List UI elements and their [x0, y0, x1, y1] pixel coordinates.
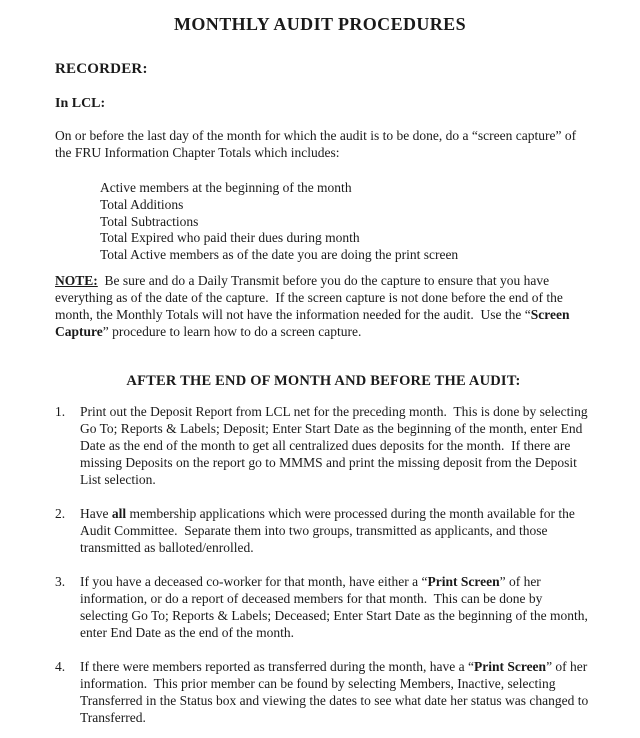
document-body	[0, 60, 640, 726]
steps-list	[55, 403, 592, 726]
document-title: MONTHLY AUDIT PROCEDURES	[174, 14, 466, 34]
step-item	[55, 505, 592, 556]
step-text-segment: If there were members reported as transferred during the month, have a “	[80, 658, 474, 674]
capture-list-item: Total Expired who paid their dues during month	[100, 230, 360, 246]
step-text-segment: Print out the Deposit Report from LCL net for the preceding month. This is done by selecting Go To; Reports & Labels; Deposit; Enter Start Date as the beginning of the month, enter End Date as the end of the month to get all centralized dues deposits for the month. If there are missing Deposits on the report go to MMMS and print the missing deposit from the Deposit List selection.	[80, 403, 592, 487]
capture-list-item: Total Active members as of the date you are doing the print screen	[100, 247, 459, 263]
step-number: 1.	[55, 403, 66, 419]
step-number: 4.	[55, 658, 66, 674]
step-text-segment: ” of her information, or do a report of deceased members for that month. This can be done by selecting Go To; Reports & Labels; Deceased; Enter Start Date as the beginning of the month, enter End Date as the end of the month.	[80, 573, 592, 640]
intro-paragraph: On or before the last day of the month for which the audit is to be done, do a “screen capture” of the FRU Information Chapter Totals which includes:	[55, 128, 580, 160]
recorder-heading: RECORDER:	[55, 61, 148, 77]
step-text	[80, 403, 592, 488]
step-item	[55, 403, 592, 488]
note-emphasis: NOTE:	[55, 272, 98, 288]
section-heading: AFTER THE END OF MONTH AND BEFORE THE AUDIT:	[126, 372, 521, 389]
note-text: ” procedure to learn how to do a screen capture.	[102, 323, 362, 339]
step-item	[55, 573, 592, 641]
note-emphasis: Screen Capture	[55, 306, 573, 339]
step-text-segment: Have	[80, 505, 112, 521]
step-text-emphasis: Print Screen	[427, 573, 500, 589]
step-text-emphasis: all	[111, 505, 127, 521]
step-text	[80, 573, 592, 641]
capture-list-item: Total Additions	[100, 196, 184, 212]
step-item	[55, 658, 592, 726]
step-text-segment: membership applications which were processed during the month available for the Audit Committee. Separate them into two groups, transmitted as applicants, and those transmitted as balloted/enrolled.	[80, 505, 578, 555]
step-text	[80, 658, 592, 726]
step-text-segment: ” of her information. This prior member can be found by selecting Members, Inactive, selecting Transferred in the Status box and viewing the dates to see what date her status was changed to Transferred.	[80, 658, 592, 725]
step-text	[80, 505, 592, 556]
in-lcl-heading: In LCL:	[55, 96, 106, 111]
step-text-emphasis: Print Screen	[473, 658, 547, 674]
capture-list	[100, 180, 592, 264]
capture-list-item: Total Subtractions	[100, 213, 199, 229]
step-text-segment: If you have a deceased co-worker for that month, have either a “	[80, 573, 428, 589]
step-number: 3.	[55, 573, 66, 589]
note-text: Be sure and do a Daily Transmit before you do the capture to ensure that you have everything as of the date of the capture. If the screen capture is not done before the end of the month, the Monthly Totals will not have the information needed for the audit. Use the “	[55, 272, 567, 322]
step-number: 2.	[55, 505, 66, 521]
note-paragraph	[55, 272, 592, 340]
capture-list-item: Active members at the beginning of the month	[100, 180, 352, 195]
